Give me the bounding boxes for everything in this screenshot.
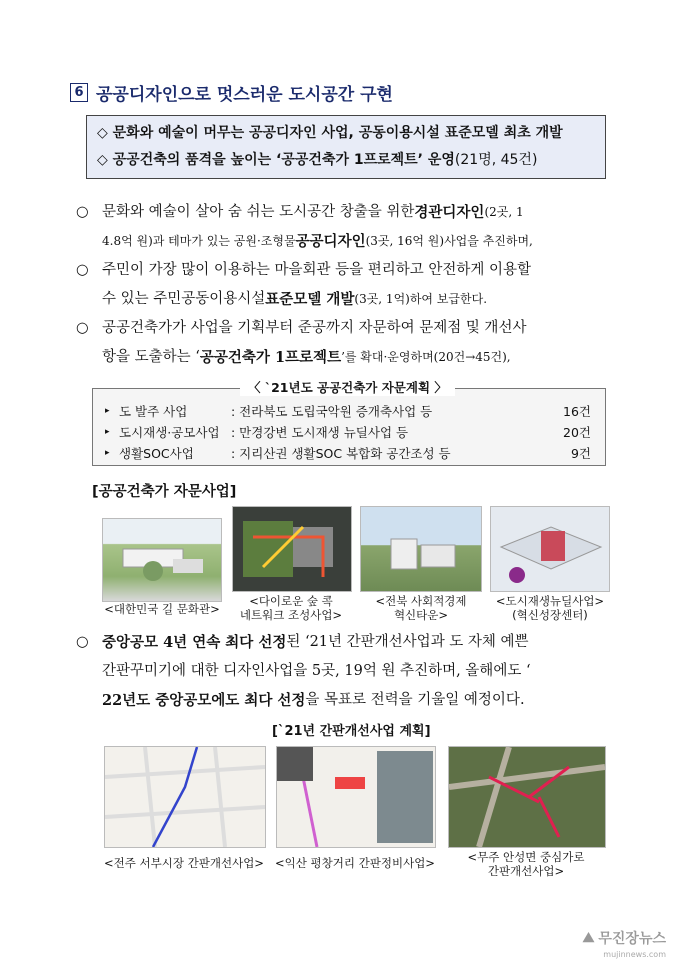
plan-category: 도 발주 사업 [119, 404, 188, 419]
plan-category: 생활SOC사업 [119, 446, 194, 461]
paragraph-2 [76, 256, 616, 314]
watermark-logo [582, 928, 666, 959]
map-image [105, 747, 265, 847]
section-title: 공공디자인으로 멋스러운 도시공간 구현 [96, 85, 393, 105]
bullet-circle: ○ [76, 204, 89, 220]
para-text: (2곳, 1 [484, 205, 524, 219]
plan-description: : 지리산권 생활SOC 복합화 공간조성 등 [231, 446, 451, 461]
para-emphasis: 22년도 중앙공모에도 최다 선정 [102, 692, 306, 709]
para-emphasis: 경관디자인 [414, 204, 485, 221]
caption-iksan-street: <익산 평창거리 간판정비사업> [275, 856, 435, 870]
para-emphasis: 표준모델 개발 [265, 291, 355, 308]
caption-muju-street: <무주 안성면 중심가로 간판개선사업> [467, 850, 585, 878]
plan-count: 16건 [563, 404, 591, 419]
caption-urban-renewal: <도시재생뉴딜사업> (혁신성장센터) [495, 594, 605, 622]
logo-text: 무진장뉴스 [598, 931, 666, 947]
bullet-circle: ○ [76, 262, 89, 278]
plan-count: 20건 [563, 425, 591, 440]
rendering-image [361, 507, 481, 591]
para-text: 4.8억 원)과 테마가 있는 공원·조형물 [102, 234, 296, 248]
caption-jeonju-market: <전주 서부시장 간판개선사업> [104, 856, 264, 870]
triangle-icon: ▸ [105, 406, 110, 416]
summary-line-2 [97, 147, 595, 174]
plan-row [105, 443, 595, 463]
plan-row [105, 422, 595, 442]
summary-line-1: ◇ 문화와 예술이 머무는 공공디자인 사업, 공동이용시설 표준모델 최초 개발 [97, 125, 563, 141]
map-image [277, 747, 435, 847]
photo-culture-hall [102, 518, 222, 602]
sign-section-title: [`21년 간판개선사업 계획] [272, 724, 431, 739]
photo-forest-network [232, 506, 352, 592]
consult-plan-box [92, 388, 606, 466]
para-emphasis: 중앙공모 4년 연속 최다 선정 [102, 634, 287, 651]
summary-line-2-main: ◇ 공공건축의 품격을 높이는 ‘공공건축가 1프로젝트’ 운영 [97, 152, 455, 168]
para-text: ’를 확대·운영하며(20건→45건), [341, 350, 511, 364]
triangle-icon: ▸ [105, 448, 110, 458]
para-text: 공공건축가가 사업을 기획부터 준공까지 자문하여 문제점 및 개선사 [102, 320, 527, 336]
plan-count: 9건 [570, 446, 591, 461]
paragraph-4 [76, 628, 616, 715]
map-iksan-street [276, 746, 436, 848]
para-text: 간판꾸미기에 대한 디자인사업을 5곳, 19억 원 추진하며, 올해에도 ‘ [102, 663, 531, 679]
consult-section-title: [공공건축가 자문사업] [92, 484, 237, 500]
photo-muju-street [448, 746, 606, 848]
para-text: 수 있는 주민공동이용시설 [102, 291, 266, 307]
caption-culture-hall: <대한민국 길 문화관> [104, 602, 220, 616]
map-jeonju-market [104, 746, 266, 848]
para-emphasis: 공공건축가 1프로젝트 [199, 349, 342, 366]
para-text: 항을 도출하는 ‘ [102, 349, 200, 365]
plan-category: 도시재생·공모사업 [119, 425, 220, 440]
para-text: 된 ‘21년 간판개선사업과 도 자체 예쁜 [286, 634, 529, 650]
rendering-image [491, 507, 609, 591]
para-text: 주민이 가장 많이 이용하는 마을회관 등을 편리하고 안전하게 이용할 [102, 262, 532, 278]
section-number: 6 [70, 83, 88, 102]
map-image [233, 507, 351, 591]
logo-icon: ⛰ [582, 930, 595, 946]
logo-subtext: mujinnews.com [603, 950, 666, 959]
para-text: (3곳, 16억 원)사업을 추진하며, [365, 234, 533, 248]
rendering-image [103, 519, 221, 601]
section-heading [70, 80, 393, 105]
plan-title: 〈 `21년도 공공건축가 자문계획 〉 [240, 378, 455, 396]
para-text: (3곳, 1억)하여 보급한다. [354, 292, 488, 306]
para-text: 문화와 예술이 살아 숨 쉬는 도시공간 창출을 위한 [102, 204, 415, 220]
bullet-circle: ○ [76, 634, 89, 650]
aerial-image [449, 747, 605, 847]
para-emphasis: 공공디자인 [295, 233, 366, 250]
triangle-icon: ▸ [105, 427, 110, 437]
caption-social-economy: <전북 사회적경제 혁신타운> [375, 594, 467, 622]
photo-urban-renewal [490, 506, 610, 592]
plan-row [105, 401, 595, 421]
paragraph-1 [76, 198, 616, 256]
summary-box [86, 115, 606, 179]
bullet-circle: ○ [76, 320, 89, 336]
summary-line-2-tail: (21명, 45건) [454, 152, 538, 168]
plan-description: : 전라북도 도립국악원 증개축사업 등 [231, 404, 433, 419]
photo-social-economy [360, 506, 482, 592]
para-text: 을 목표로 전력을 기울일 예정이다. [305, 692, 525, 708]
plan-description: : 만경강변 도시재생 뉴딜사업 등 [231, 425, 409, 440]
paragraph-3 [76, 314, 616, 372]
caption-forest-network: <다이로운 숲 콕 네트워크 조성사업> [239, 594, 343, 622]
